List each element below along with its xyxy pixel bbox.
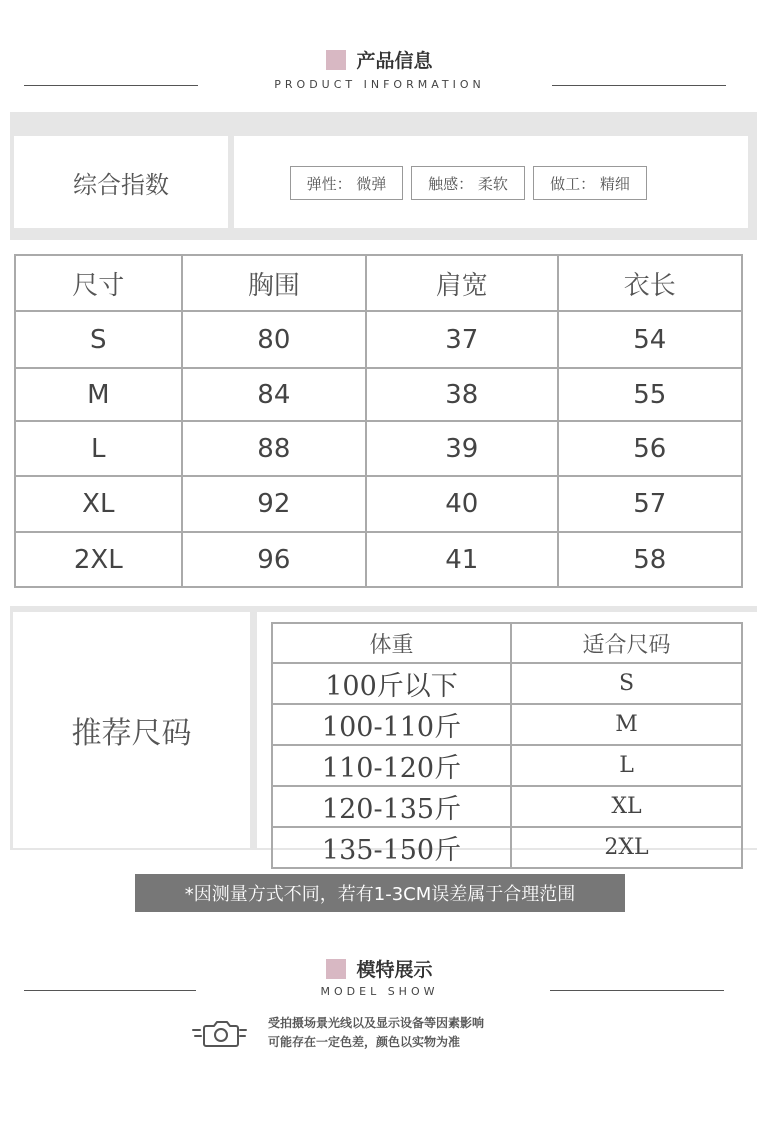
table-row [272,827,742,868]
recommend-size-table [271,622,743,869]
table-cell: 100-110斤 [272,704,511,745]
table-cell: 110-120斤 [272,745,511,786]
table-row [15,368,742,421]
table-row [15,421,742,476]
header-fit-size: 适合尺码 [511,623,742,663]
table-cell: M [15,368,182,421]
table-cell: XL [511,786,742,827]
table-cell: M [511,704,742,745]
table-cell: XL [15,476,182,532]
table-cell: S [15,311,182,368]
divider-left [24,990,196,991]
table-cell: 57 [558,476,743,532]
table-cell: L [511,745,742,786]
recommend-size-label: 推荐尺码 [13,612,250,848]
table-cell: 80 [182,311,366,368]
table-row [272,704,742,745]
table-cell: 2XL [15,532,182,587]
table-cell: 92 [182,476,366,532]
disclaimer-line-2: 可能存在一定色差，颜色以实物为准 [268,1035,461,1049]
table-header-row [15,255,742,311]
tag-workmanship: 做工： 精细 [533,166,647,200]
header-size: 尺寸 [15,255,182,311]
recommend-size-panel [257,612,757,866]
table-cell: 54 [558,311,743,368]
table-cell: 120-135斤 [272,786,511,827]
header-shoulder: 肩宽 [366,255,557,311]
product-info-header [0,46,759,73]
color-disclaimer [268,1014,484,1052]
table-row [272,663,742,704]
table-row [15,311,742,368]
header-chest: 胸围 [182,255,366,311]
divider-right [550,990,724,991]
divider-left [24,85,198,86]
table-header-row [272,623,742,663]
table-cell: 37 [366,311,557,368]
table-cell: S [511,663,742,704]
composite-index-label: 综合指数 [14,136,228,228]
divider-right [552,85,726,86]
accent-square [326,50,346,70]
table-cell: L [15,421,182,476]
measurement-notice-banner: *因测量方式不同，若有1-3CM误差属于合理范围 [135,874,625,912]
model-show-header [0,955,759,982]
recommend-size-block [10,606,757,866]
table-cell: 56 [558,421,743,476]
product-info-title: 产品信息 [356,50,433,72]
product-info-subtitle: PRODUCT INFORMATION [274,78,485,91]
table-cell: 58 [558,532,743,587]
camera-icon [190,1016,250,1050]
size-table [14,254,743,588]
table-cell: 84 [182,368,366,421]
model-show-title: 模特展示 [356,959,433,981]
table-cell: 39 [366,421,557,476]
table-cell: 88 [182,421,366,476]
table-cell: 55 [558,368,743,421]
table-cell: 135-150斤 [272,827,511,868]
table-row [15,532,742,587]
table-row [272,786,742,827]
table-cell: 41 [366,532,557,587]
table-cell: 96 [182,532,366,587]
header-length: 衣长 [558,255,743,311]
header-weight: 体重 [272,623,511,663]
table-row [15,476,742,532]
composite-index-tags [234,136,748,228]
table-cell: 38 [366,368,557,421]
accent-square [326,959,346,979]
table-cell: 2XL [511,827,742,868]
disclaimer-line-1: 受拍摄场景光线以及显示设备等因素影响 [268,1016,485,1030]
tag-elasticity: 弹性： 微弹 [290,166,403,200]
table-cell: 40 [366,476,557,532]
table-row [272,745,742,786]
tag-touch: 触感： 柔软 [411,166,525,200]
composite-index-block [10,112,757,240]
model-show-subtitle: MODEL SHOW [320,985,439,998]
table-cell: 100斤以下 [272,663,511,704]
